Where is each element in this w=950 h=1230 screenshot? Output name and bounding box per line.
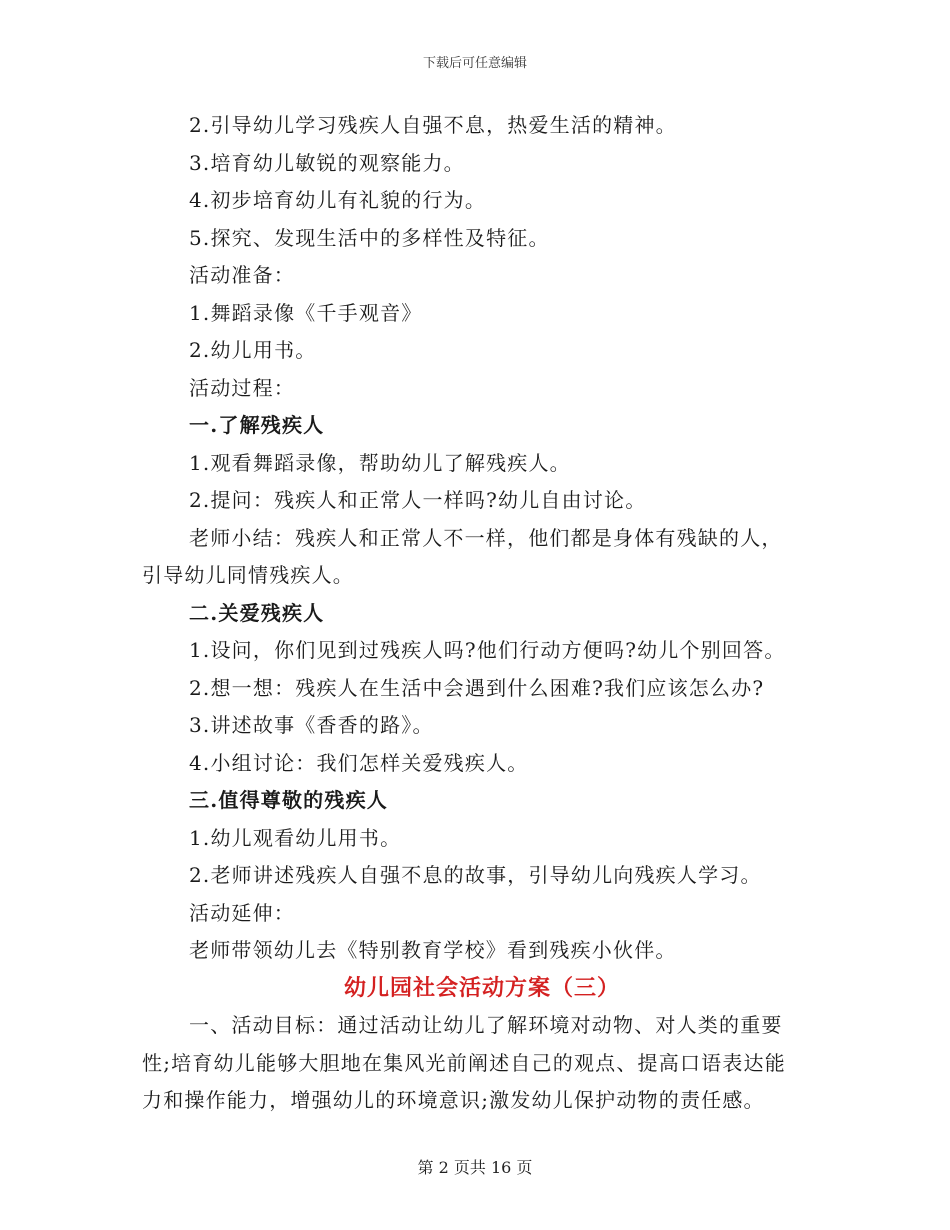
page-header: 下载后可任意编辑 [422,56,527,71]
paragraph-line: 4.初步培育幼儿有礼貌的行为。 [189,188,487,212]
paragraph-line: 老师小结：残疾人和正常人不一样，他们都是身体有残缺的人， [189,525,783,550]
paragraph-line: 1.设问，你们见到过残疾人吗?他们行动方便吗?幼儿个别回答。 [189,638,786,662]
section-heading: 三.值得尊敬的残疾人 [189,788,388,812]
tail-lines [142,1007,822,1120]
paragraph-line: 活动延伸： [189,900,295,925]
section-heading: 二.关爱残疾人 [189,600,325,625]
document-body [142,107,822,1120]
section-heading: 一.了解残疾人 [189,413,325,437]
paragraph-line: 一、活动目标：通过活动让幼儿了解环境对动物、对人类的重要 [189,1013,783,1037]
paragraph-line: 力和操作能力，增强幼儿的环境意识;激发幼儿保护动物的责任感。 [142,1088,765,1112]
paragraph-line: 4.小组讨论：我们怎样关爱残疾人。 [189,750,529,775]
paragraph-line: 5.探究、发现生活中的多样性及特征。 [189,225,550,250]
section-title: 幼儿园社会活动方案（三） [343,974,620,1001]
paragraph-line: 3.培育幼儿敏锐的观察能力。 [189,150,465,175]
page-footer: 第 2 页共 16 页 [417,1158,533,1177]
paragraph-line: 活动准备： [189,263,295,287]
paragraph-line: 2.老师讲述残疾人自强不息的故事，引导幼儿向残疾人学习。 [189,863,762,887]
paragraph-line: 老师带领幼儿去《特别教育学校》看到残疾小伙伴。 [189,938,677,962]
paragraph-line: 引导幼儿同情残疾人。 [142,563,354,587]
paragraph-line: 1.舞蹈录像《千手观音》 [189,300,423,325]
paragraph-line: 活动过程： [189,375,295,400]
paragraph-line: 2.引导幼儿学习残疾人自强不息，热爱生活的精神。 [189,113,677,137]
paragraph-line: 3.讲述故事《香香的路》。 [189,713,434,737]
paragraph-line: 1.观看舞蹈录像，帮助幼儿了解残疾人。 [189,450,571,475]
paragraph-line: 1.幼儿观看幼儿用书。 [189,825,402,850]
paragraph-line: 2.想一想：残疾人在生活中会遇到什么困难?我们应该怎么办? [189,675,765,700]
paragraph-line: 2.提问：残疾人和正常人一样吗?幼儿自由讨论。 [189,488,647,512]
body-lines [142,107,822,970]
paragraph-line: 性;培育幼儿能够大胆地在集风光前阐述自己的观点、提高口语表达能 [142,1050,786,1075]
paragraph-line: 2.幼儿用书。 [189,338,317,362]
